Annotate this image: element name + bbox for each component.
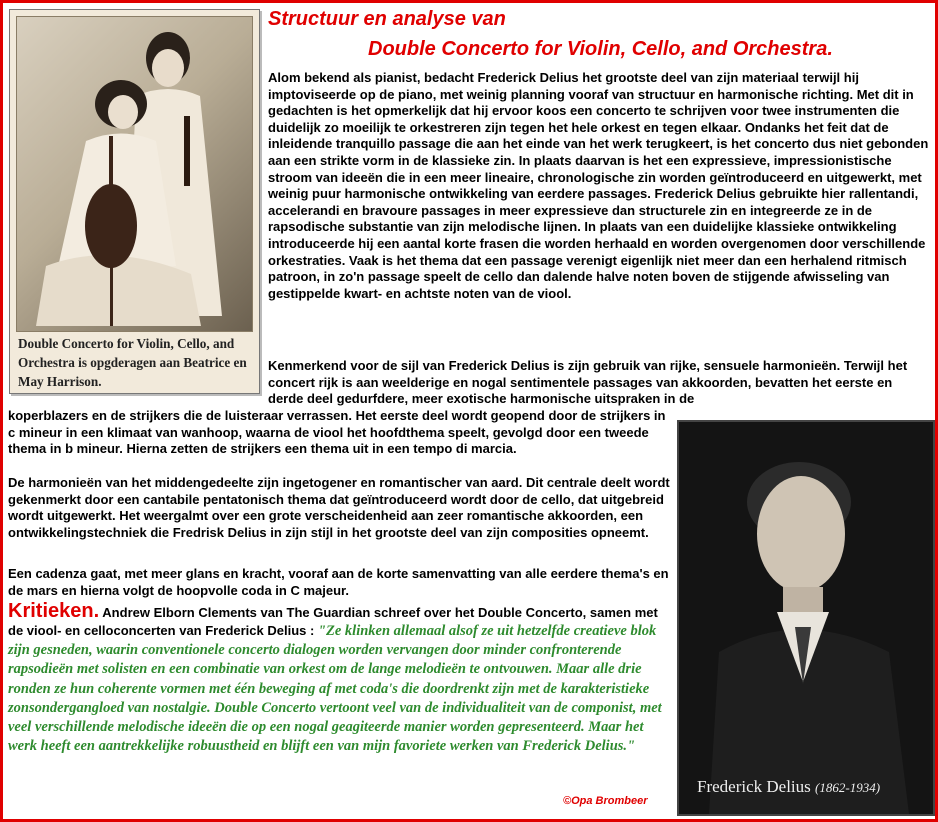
title-line-2: Double Concerto for Violin, Cello, and Orchestra. xyxy=(368,38,833,60)
critique-quote: "Ze klinken allemaal alsof ze uit hetzelfde creatieve blok zijn gesneden, waarin conventionele concerto dialogen worden vervangen door minder confronterende rapsodieën met solisten en een combinatie van orkest om de lange melodieën te ontvouwen. Maar alle drie ronden ze hun coherente vormen met één beweging af met coda's die doordrenkt zijn met de karakteristieke zonsondergangloed van nostalgie. Double Concerto vertoont veel van de individualiteit van de componist, met veel verschillende melodische ideeën die op een nogal geagiteerde manier worden gepresenteerd. Maar het werk heeft een aantrekkelijke robuustheid en blijft een van mijn favoriete werken van Frederick Delius." xyxy=(8,623,662,755)
article-paragraph-4: Een cadenza gaat, met meer glans en kracht, vooraf aan de korte samenvatting van alle eerdere thema's en de mars en hierna volgt de hoopvolle coda in C majeur. xyxy=(8,566,669,598)
copyright-notice: ©Opa Brombeer xyxy=(563,795,648,807)
article-paragraph-3: De harmonieën van het middengedeelte zijn ingetogener en romantischer van aard. Dit centrale deelt wordt gekenmerkt door een cantabile pentatonisch thema dat geïntroduceerd wordt door de cello, dat uitgebreid wordt uitgewerkt. Het weergalmt over een grote verscheidenheid aan zeer romantische akkoorden, een ontwikkelingstechniek die Fredrisk Delius in zijn stijl in het grootste deel van zijn composities opneemt. xyxy=(8,475,670,540)
critique-intro: Andrew Elborn Clements van The Guardian schreef over het Double Concerto, samen met de viool- en celloconcerten van Frederick Delius : xyxy=(8,605,658,638)
critique-section xyxy=(8,602,676,756)
portrait-caption xyxy=(697,777,880,797)
delius-portrait-image xyxy=(679,422,933,814)
portrait-caption-name: Frederick Delius xyxy=(697,777,811,796)
article-paragraph-1: Alom bekend als pianist, bedacht Frederick Delius het grootste deel van zijn materiaal terwijl hij imptoviseerde op de piano, met weinig planning vooraf van structuur en harmonische richting. Met dit in gedachten is het opmerkelijk dat hij ervoor koos een concerto te schrijven voor twee instrumenten die duidelijk zo moeilijk te orkestreren zijn tegen het hele orkest en tegen elkaar. Ondanks het feit dat de inleidende tranquillo passage die aan het einde van het werk terugkeert, is het concerto dus niet gebonden aan een strikte vorm in de klassieke zin. In plaats daarvan is het een expressieve, impressionistische stroom van ideeën die in een meer lineaire, chronologische zin worden geïntroduceerd en uitgewerkt, met weinig puur harmonische ontwikkeling van eerdere passages. Frederick Delius gebruikte hier rallentandi, accelerandi en bravoure passages in meer expressieve dan structurele zin en integreerde ze in de rapsodische substantie van zijn melodische lijnen. In plaats van een duidelijke klassieke ontwikkeling introduceerde hij een aantal korte frasen die worden herhaald en worden overgenomen door verschillende orkestraties. Vaak is het thema dat een passage verenigt eigenlijk niet meer dan een herhalend ritmisch patroon, in zo'n passage speelt de cello dan dalende halve noten boven de stijgende afwisseling van gestippelde kwart- en achtste noten van de viool. xyxy=(268,70,929,301)
harrison-sisters-illustration xyxy=(16,16,253,332)
delius-portrait-photo xyxy=(677,420,935,816)
photo-caption: Double Concerto for Violin, Cello, and Orchestra is opgderagen aan Beatrice en May Harrison. xyxy=(18,336,247,389)
harrison-sisters-photo xyxy=(9,9,260,394)
article-paragraph-2-part-2: koperblazers en de strijkers die de luisteraar verrassen. Het eerste deel wordt geopend door de strijkers in c mineur in een klimaat van wanhoop, waarna de viool het hoofdthema speelt, gevolgd door een tweede thema in b mineur. Hierna zetten de strijkers een thema uit in een tempo di marcia. xyxy=(8,408,666,457)
portrait-caption-years: (1862-1934) xyxy=(815,780,881,795)
article-paragraph-2-part-1: Kenmerkend voor de sijl van Frederick Delius is zijn gebruik van rijke, sensuele harmonieën. Terwijl het concert rijk is aan weelderige en nogal sentimentele passages van akkoorden, bevatten het eerste en derde deel gedurfdere, meer exotische harmonische uitspraken in de xyxy=(268,358,908,407)
harrison-sisters-image xyxy=(16,16,253,332)
critique-heading: Kritieken. xyxy=(8,600,100,622)
title-line-1: Structuur en analyse van xyxy=(268,8,506,30)
